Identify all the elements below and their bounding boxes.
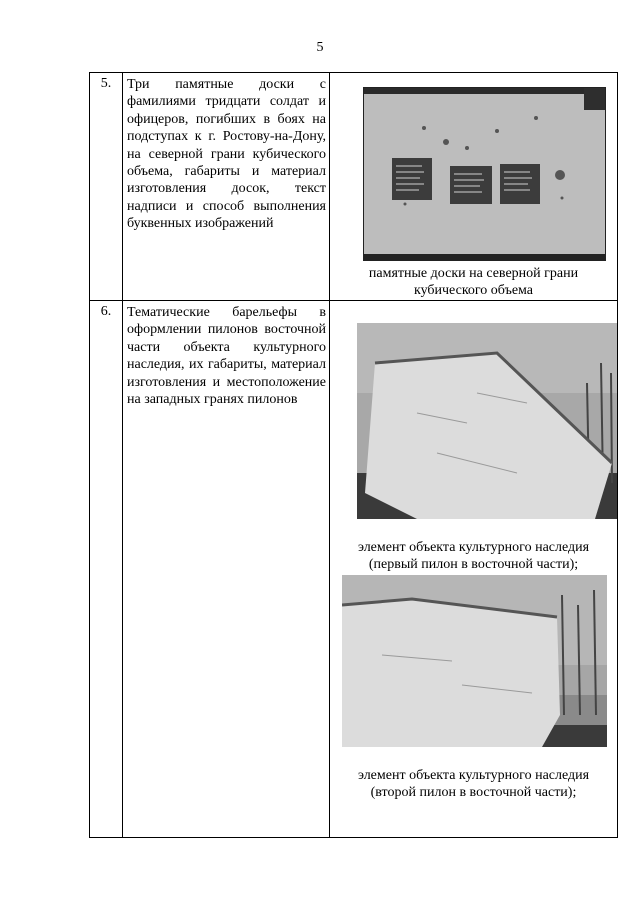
first-pylon-photo [357, 323, 617, 519]
row-description: Три памятные доски с фамилиями тридцати солдат и офицеров, погибших в боях на подступах к г. Ростову-на-Дону, на северной грани кубического объема, габариты и материал изготовления досок, текст надписи и способ выполнения буквенных изображений [127, 77, 326, 232]
row-description: Тематические барельефы в оформлении пилонов восточной части объекта культурного наследия, их габариты, материал изготовления и местоположение на западных гранях пилонов [127, 305, 326, 408]
row-photo-cell [330, 73, 618, 301]
second-pylon-illustration [342, 575, 607, 747]
row-number: 6. [90, 301, 123, 838]
row-number: 5. [90, 73, 123, 301]
table-row [90, 301, 618, 838]
memorial-plaques-photo [363, 87, 606, 261]
photo-caption: памятные доски на северной грани кубического объема [368, 266, 579, 298]
second-pylon-photo [342, 575, 607, 747]
memorial-plaques-illustration [364, 88, 605, 260]
first-pylon-illustration [357, 323, 617, 519]
monument-elements-table [89, 72, 618, 838]
row-photo-cell [330, 301, 618, 838]
photo-caption: элемент объекта культурного наследия (второй пилон в восточной части); [357, 768, 590, 800]
table-row [90, 73, 618, 301]
row-description-cell [123, 73, 330, 301]
row-description-cell [123, 301, 330, 838]
page-number: 5 [316, 40, 324, 55]
photo-caption: элемент объекта культурного наследия (первый пилон в восточной части); [357, 540, 590, 572]
